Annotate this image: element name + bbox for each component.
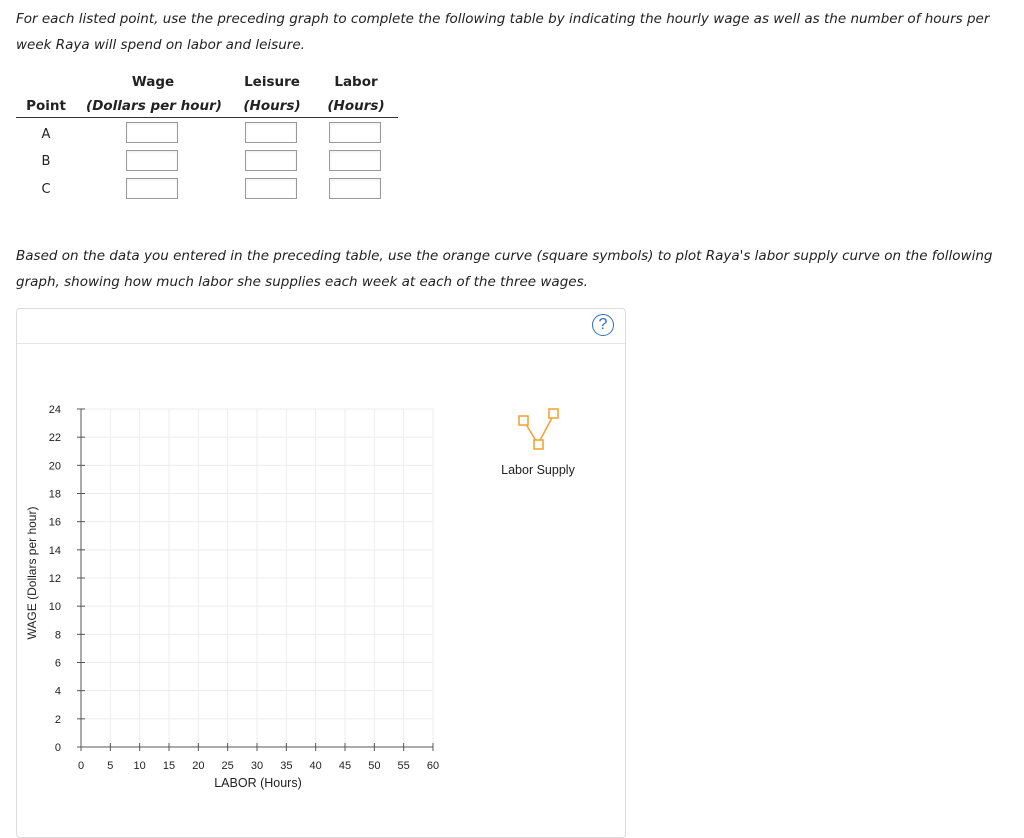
legend-square-marker (519, 416, 528, 425)
leisure-header: Leisure (244, 74, 300, 90)
x-tick-label: 40 (309, 760, 322, 772)
leisure-unit-header: (Hours) (243, 98, 301, 114)
labor-supply-chart[interactable] (17, 309, 625, 837)
x-tick-label: 55 (397, 760, 410, 772)
y-tick-label: 8 (54, 629, 61, 642)
leisure-input-c[interactable] (245, 178, 297, 199)
leisure-input-b[interactable] (245, 150, 297, 171)
y-tick-label: 20 (48, 460, 61, 473)
labor-input-b[interactable] (329, 150, 381, 171)
graph-panel (16, 308, 626, 838)
table-instructions: For each listed point, use the preceding graph to complete the following table by indicating the hourly wage as well as the number of hours per week Raya will spend on labor and leisure. (16, 11, 990, 53)
x-tick-label: 0 (77, 760, 85, 772)
x-tick-label: 50 (368, 760, 381, 772)
point-label-c: C (41, 182, 51, 197)
x-tick-label: 35 (280, 760, 293, 772)
leisure-input-a[interactable] (245, 122, 297, 143)
y-tick-label: 0 (54, 742, 61, 754)
x-tick-label: 15 (162, 760, 176, 772)
x-tick-label: 60 (426, 760, 440, 772)
wage-input-c[interactable] (126, 178, 178, 199)
x-axis-label: LABOR (Hours) (214, 776, 302, 790)
wage-unit-header: (Dollars per hour) (86, 98, 222, 114)
y-tick-label: 12 (48, 573, 61, 585)
y-tick-label: 18 (48, 488, 61, 501)
legend-label: Labor Supply (501, 463, 575, 477)
y-tick-label: 22 (48, 432, 61, 445)
wage-input-b[interactable] (126, 150, 178, 171)
labor-input-a[interactable] (329, 122, 381, 143)
graph-instructions: Based on the data you entered in the preceding table, use the orange curve (square symbols) to plot Raya's labor supply curve on the following graph, showing how much labor she supplies each week at each of the three wages. (16, 248, 993, 290)
labor-input-c[interactable] (329, 178, 381, 199)
wage-input-a[interactable] (126, 122, 178, 143)
labor-unit-header: (Hours) (327, 98, 385, 114)
legend-square-marker (549, 409, 558, 418)
y-tick-label: 6 (54, 657, 61, 670)
x-tick-label: 30 (250, 760, 264, 772)
help-icon[interactable]: ? (592, 314, 614, 336)
header-divider (16, 117, 398, 118)
y-tick-label: 2 (54, 713, 61, 726)
legend-square-marker (534, 440, 543, 449)
x-tick-label: 10 (133, 760, 146, 772)
y-tick-label: 24 (48, 404, 61, 416)
point-label-b: B (41, 154, 51, 169)
x-tick-label: 45 (338, 760, 352, 772)
y-tick-label: 4 (54, 685, 61, 698)
x-tick-label: 5 (107, 760, 114, 772)
y-tick-label: 14 (48, 544, 61, 557)
x-tick-label: 20 (192, 760, 205, 772)
labor-supply-legend-tool[interactable] (501, 409, 575, 477)
wage-header: Wage (131, 74, 175, 90)
labor-header: Labor (334, 74, 378, 90)
point-header: Point (26, 98, 66, 114)
y-axis-label: WAGE (Dollars per hour) (25, 506, 39, 640)
y-tick-label: 10 (48, 601, 61, 614)
x-tick-label: 25 (221, 760, 234, 772)
point-label-a: A (41, 127, 51, 142)
y-tick-label: 16 (48, 516, 61, 529)
